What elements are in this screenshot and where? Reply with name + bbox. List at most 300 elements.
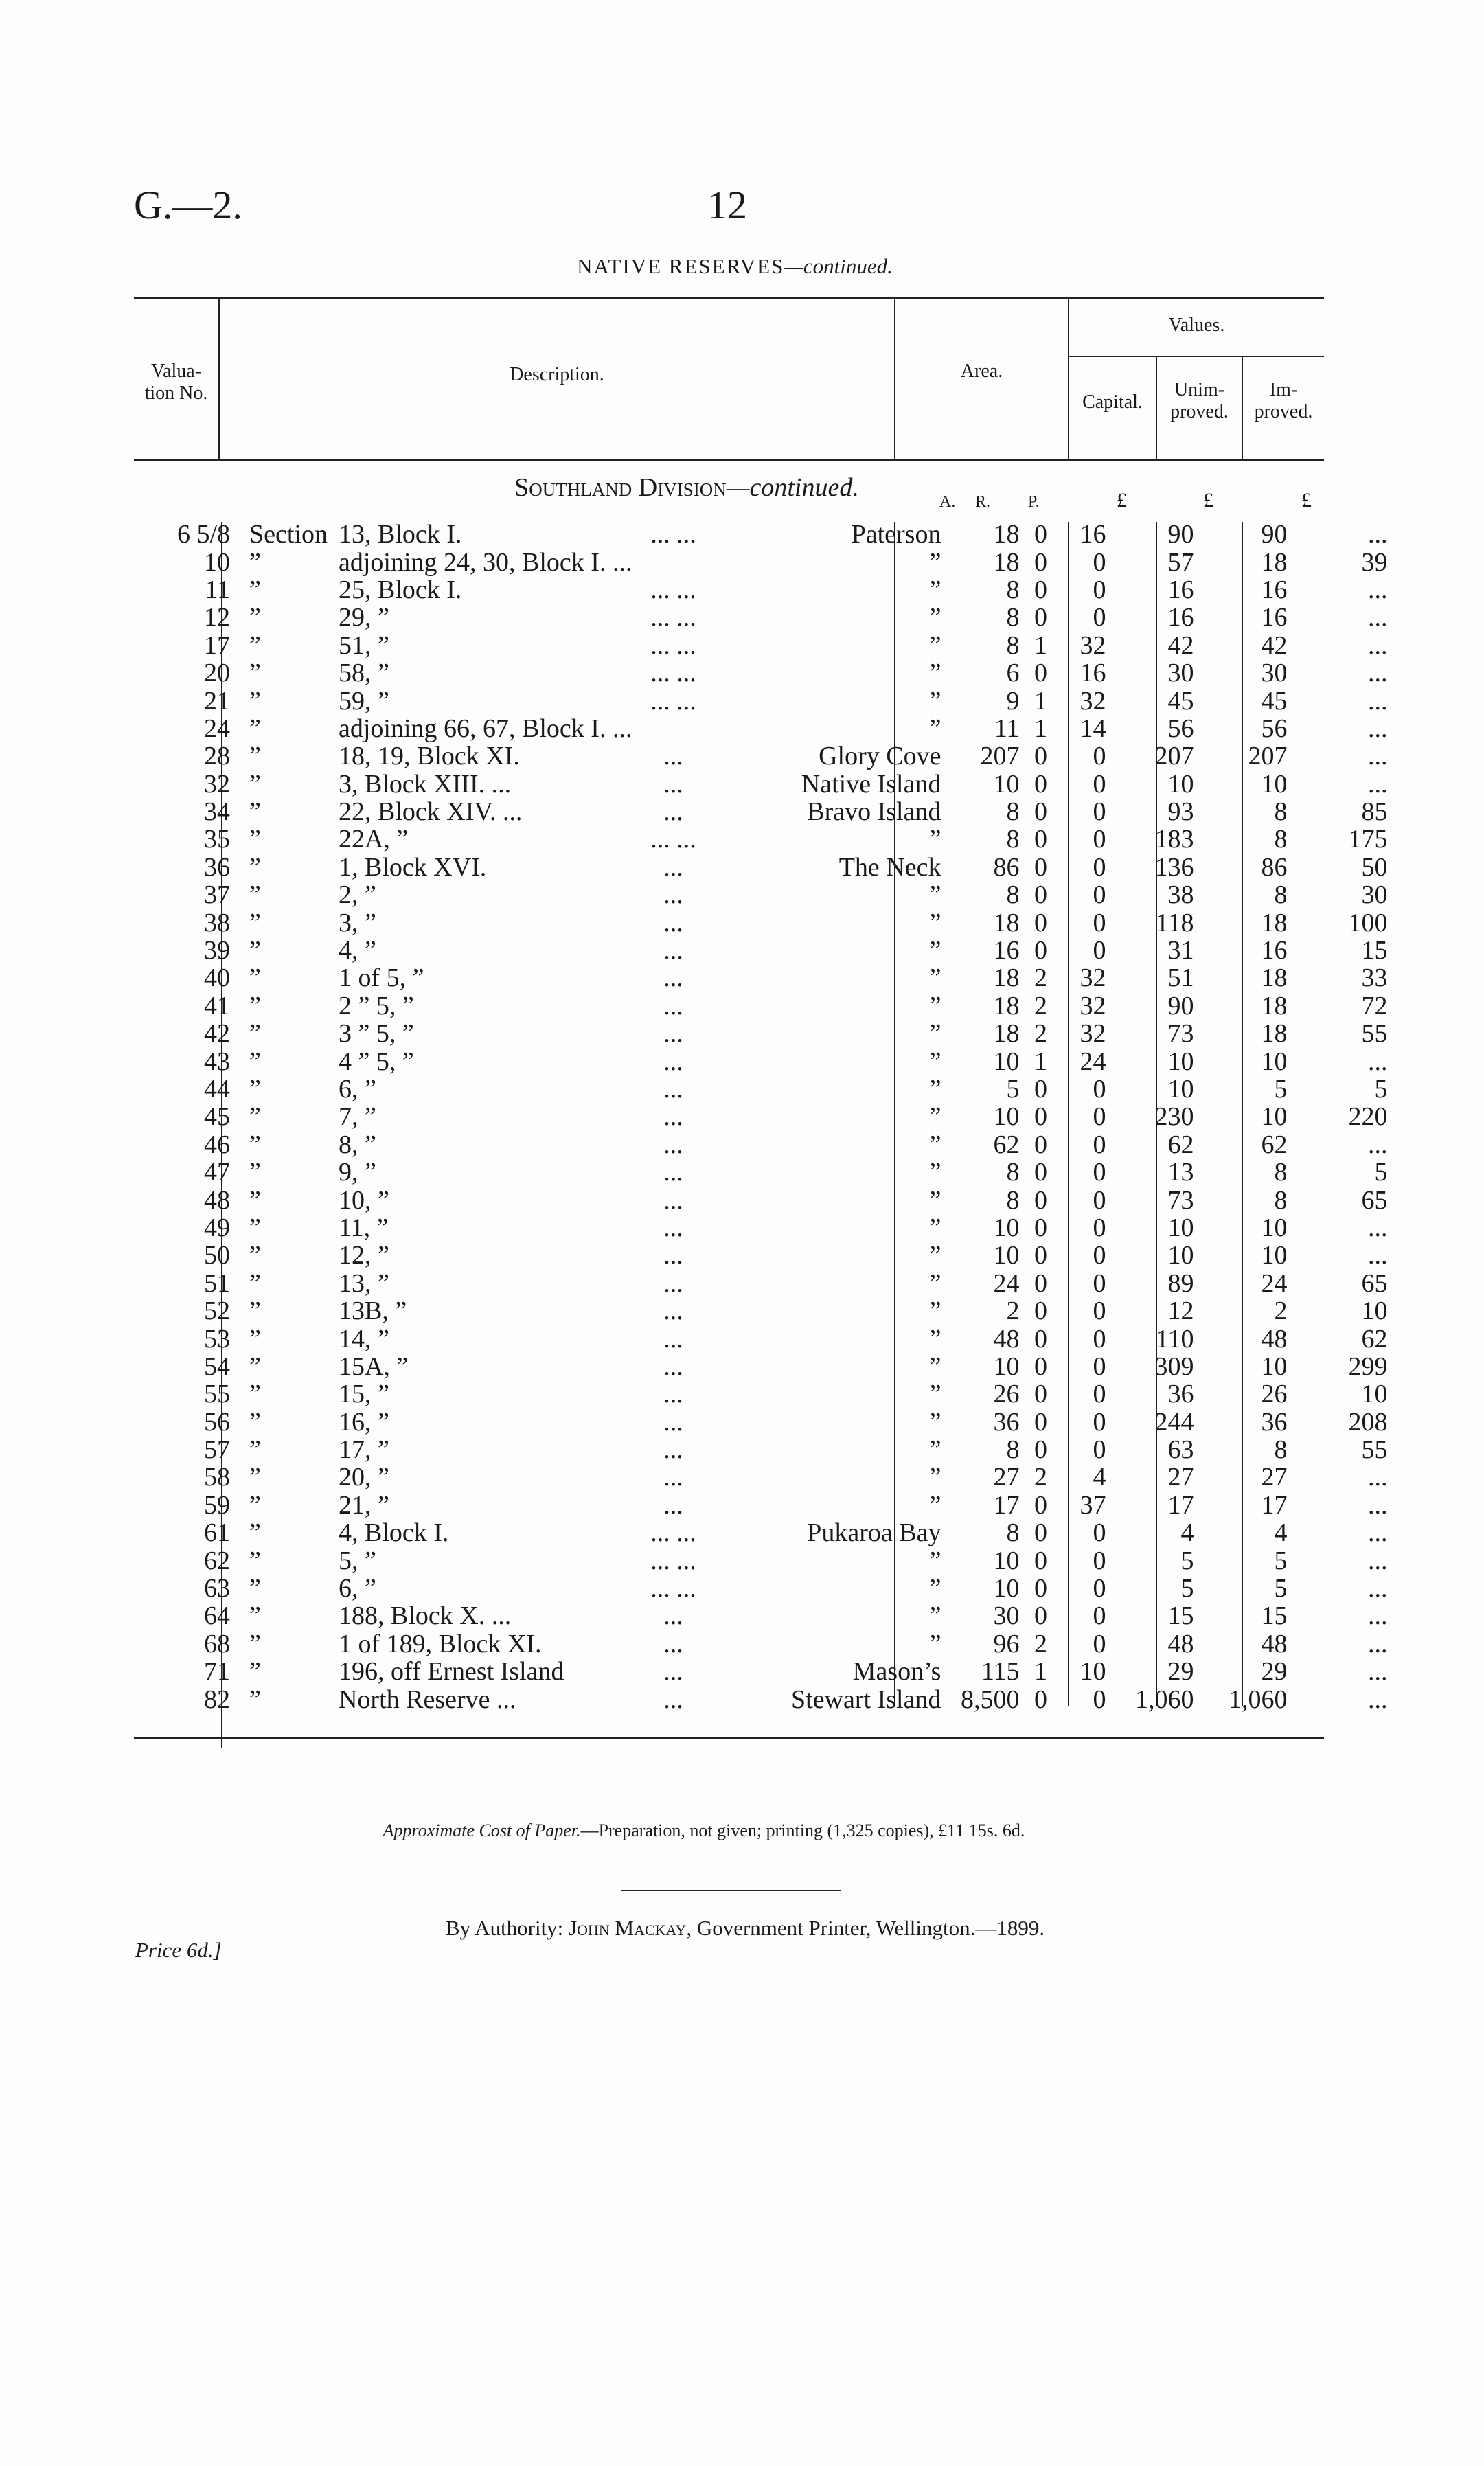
area-roods: 0 [1034, 1158, 1047, 1187]
area-roods: 2 [1034, 963, 1047, 993]
area-acres: 16 [993, 936, 1020, 966]
unimproved-value: 27 [1261, 1463, 1288, 1492]
section-label: ” [249, 1185, 261, 1215]
col-header-description: Description. [510, 364, 604, 385]
valuation-no: 57 [204, 1435, 230, 1465]
locality: ” [929, 1158, 941, 1187]
unit-roods: R. [975, 493, 991, 511]
cost-label: Approximate Cost of Paper. [383, 1820, 581, 1840]
table-row [134, 1020, 1387, 1047]
description: 6, ” [338, 1574, 376, 1603]
table-row [134, 1242, 1387, 1269]
leader-dots: ... [663, 769, 683, 799]
improved-value: ... [1367, 1047, 1388, 1076]
leader-dots: ... [663, 1685, 683, 1714]
leader-dots: ... ... [650, 520, 696, 549]
area-roods: 0 [1034, 547, 1047, 577]
leader-dots: ... ... [650, 1574, 696, 1603]
table-bottom-rule [134, 1737, 1324, 1739]
description: 13B, ” [338, 1297, 407, 1326]
area-acres: 10 [993, 1047, 1020, 1076]
leader-dots: ... [663, 1102, 683, 1132]
area-roods: 0 [1034, 1130, 1047, 1159]
improved-value: ... [1367, 575, 1388, 604]
capital-value: 15 [1167, 1601, 1194, 1631]
area-acres: 2 [1006, 1297, 1020, 1326]
unimproved-value: 10 [1261, 1241, 1288, 1270]
locality: ” [929, 630, 941, 660]
description: 1, Block XVI. [338, 852, 487, 882]
description: 13, ” [338, 1268, 389, 1298]
area-acres: 8 [1006, 1518, 1020, 1548]
valuation-no: 36 [204, 852, 230, 882]
area-perches: 0 [1093, 1546, 1106, 1575]
leader-dots: ... [663, 1435, 683, 1465]
table-row [134, 992, 1387, 1020]
area-perches: 0 [1093, 1685, 1106, 1714]
improved-value: 55 [1361, 1435, 1388, 1465]
improved-value: ... [1367, 1518, 1388, 1548]
capital-value: 63 [1167, 1435, 1194, 1465]
section-label: ” [249, 1268, 261, 1298]
leader-dots: ... [663, 1158, 683, 1187]
locality: Glory Cove [819, 742, 941, 771]
area-roods: 0 [1034, 1490, 1047, 1520]
area-acres: 8 [1006, 575, 1020, 604]
capital-value: 13 [1167, 1158, 1194, 1187]
improved-value: 10 [1361, 1297, 1388, 1326]
improved-value: 10 [1361, 1380, 1388, 1409]
leader-dots: ... [663, 742, 683, 771]
table-row [134, 742, 1387, 770]
capital-value: 45 [1167, 686, 1194, 716]
description: North Reserve ... [338, 1685, 516, 1714]
table-row [134, 770, 1387, 798]
table-row [134, 1658, 1387, 1685]
valuation-no: 49 [204, 1213, 230, 1242]
valuation-no: 41 [204, 991, 230, 1020]
section-label: ” [249, 1130, 261, 1159]
unit-unimproved: £ [1203, 489, 1213, 512]
area-perches: 24 [1080, 1047, 1106, 1076]
unimproved-value: 18 [1261, 991, 1288, 1020]
table-row [134, 1685, 1387, 1713]
division-suffix: —continued. [726, 473, 859, 502]
locality: ” [929, 575, 941, 604]
area-acres: 8 [1006, 1435, 1020, 1465]
unimproved-value: 48 [1261, 1324, 1288, 1354]
capital-value: 136 [1154, 852, 1194, 882]
improved-value: 50 [1361, 852, 1388, 882]
valuation-no: 21 [204, 686, 230, 716]
valuation-no: 61 [204, 1518, 230, 1548]
improved-value: 299 [1348, 1351, 1388, 1381]
area-perches: 4 [1093, 1463, 1106, 1492]
capital-value: 244 [1154, 1407, 1194, 1437]
locality: ” [929, 1213, 941, 1242]
locality: ” [929, 603, 941, 632]
leader-dots [632, 548, 714, 575]
area-roods: 0 [1034, 936, 1047, 966]
valuation-no: 10 [204, 547, 230, 577]
area-acres: 8 [1006, 880, 1020, 910]
locality: ” [929, 1102, 941, 1132]
locality: ” [929, 1075, 941, 1104]
authority-suffix: , Government Printer, Wellington.—1899. [686, 1916, 1045, 1940]
table-row [134, 1380, 1387, 1408]
area-perches: 0 [1093, 742, 1106, 771]
improved-value: ... [1367, 1130, 1388, 1159]
unimproved-value: 15 [1261, 1601, 1288, 1631]
unimproved-value: 10 [1261, 769, 1288, 799]
section-label: ” [249, 1047, 261, 1076]
description: 6, ” [338, 1075, 376, 1104]
locality: ” [929, 1629, 941, 1658]
area-perches: 32 [1080, 991, 1106, 1020]
unimproved-value: 48 [1261, 1629, 1288, 1658]
area-acres: 96 [993, 1629, 1020, 1658]
valuation-no: 12 [204, 603, 230, 632]
area-perches: 0 [1093, 1629, 1106, 1658]
valuation-no: 11 [205, 575, 230, 604]
area-roods: 0 [1034, 1268, 1047, 1298]
area-roods: 0 [1034, 575, 1047, 604]
capital-value: 62 [1167, 1130, 1194, 1159]
area-acres: 8 [1006, 797, 1020, 827]
description: 4, Block I. [338, 1518, 449, 1548]
leader-dots: ... [663, 991, 683, 1020]
capital-value: 38 [1167, 880, 1194, 910]
authority-name: John Mackay [569, 1916, 687, 1940]
capital-value: 5 [1180, 1574, 1194, 1603]
area-roods: 2 [1034, 1019, 1047, 1049]
section-label: ” [249, 547, 261, 577]
improved-value: 5 [1374, 1075, 1388, 1104]
area-roods: 1 [1034, 713, 1047, 743]
area-roods: 0 [1034, 1324, 1047, 1354]
area-perches: 0 [1093, 825, 1106, 854]
improved-value: 39 [1361, 547, 1388, 577]
leader-dots: ... [663, 1241, 683, 1270]
table-row [134, 1047, 1387, 1075]
table-header-bottom-rule [134, 459, 1324, 461]
capital-value: 10 [1167, 1241, 1194, 1270]
values-subheader-rule [1068, 356, 1324, 357]
area-roods: 0 [1034, 769, 1047, 799]
table-row [134, 1214, 1387, 1242]
leader-dots: ... [663, 1407, 683, 1437]
area-roods: 1 [1034, 630, 1047, 660]
improved-value: 55 [1361, 1019, 1388, 1049]
area-acres: 10 [993, 1102, 1020, 1132]
description: 25, Block I. [338, 575, 462, 604]
description: 20, ” [338, 1463, 389, 1492]
locality: Native Island [801, 769, 941, 799]
description: 10, ” [338, 1185, 389, 1215]
locality: ” [929, 1574, 941, 1603]
section-label: ” [249, 852, 261, 882]
capital-value: 10 [1167, 1075, 1194, 1104]
unimproved-value: 18 [1261, 1019, 1288, 1049]
locality: ” [929, 963, 941, 993]
section-label: ” [249, 713, 261, 743]
locality: ” [929, 880, 941, 910]
area-perches: 0 [1093, 1574, 1106, 1603]
locality: Pukaroa Bay [807, 1518, 941, 1548]
description: 14, ” [338, 1324, 389, 1354]
improved-value: ... [1367, 1629, 1388, 1658]
valuation-no: 42 [204, 1019, 230, 1049]
section-label: Section [249, 520, 328, 549]
unit-improved: £ [1301, 489, 1312, 512]
area-acres: 24 [993, 1268, 1020, 1298]
unimproved-value: 8 [1274, 880, 1288, 910]
locality: ” [929, 686, 941, 716]
unimproved-value: 36 [1261, 1407, 1288, 1437]
locality: ” [929, 1490, 941, 1520]
section-label: ” [249, 630, 261, 660]
section-label: ” [249, 659, 261, 688]
section-label: ” [249, 1601, 261, 1631]
leader-dots: ... [663, 963, 683, 993]
area-perches: 16 [1080, 520, 1106, 549]
improved-value: ... [1367, 630, 1388, 660]
table-row [134, 1463, 1387, 1491]
unimproved-value: 18 [1261, 908, 1288, 937]
valuation-no: 52 [204, 1297, 230, 1326]
description: 13, Block I. [338, 520, 462, 549]
improved-value: 175 [1348, 825, 1388, 854]
leader-dots: ... [663, 1130, 683, 1159]
valuation-no: 48 [204, 1185, 230, 1215]
unimproved-value: 207 [1248, 742, 1288, 771]
unimproved-value: 18 [1261, 963, 1288, 993]
area-acres: 9 [1006, 686, 1020, 716]
section-label: ” [249, 1518, 261, 1548]
section-label: ” [249, 1490, 261, 1520]
improved-value: 62 [1361, 1324, 1388, 1354]
section-label: ” [249, 1075, 261, 1104]
valuation-no: 59 [204, 1490, 230, 1520]
area-perches: 32 [1080, 1019, 1106, 1049]
valuation-no: 40 [204, 963, 230, 993]
improved-value: ... [1367, 1601, 1388, 1631]
locality: ” [929, 991, 941, 1020]
unimproved-value: 26 [1261, 1380, 1288, 1409]
locality: The Neck [838, 852, 941, 882]
capital-value: 27 [1167, 1463, 1194, 1492]
capital-value: 90 [1167, 991, 1194, 1020]
capital-value: 56 [1167, 713, 1194, 743]
valuation-no: 63 [204, 1574, 230, 1603]
valuation-no: 50 [204, 1241, 230, 1270]
capital-value: 48 [1167, 1629, 1194, 1658]
capital-value: 10 [1167, 1213, 1194, 1242]
leader-dots: ... [663, 1657, 683, 1687]
area-roods: 0 [1034, 908, 1047, 937]
area-perches: 0 [1093, 1185, 1106, 1215]
leader-dots: ... [663, 1324, 683, 1354]
area-roods: 0 [1034, 1601, 1047, 1631]
section-label: ” [249, 1213, 261, 1242]
leader-dots: ... [663, 1629, 683, 1658]
area-acres: 10 [993, 1546, 1020, 1575]
leader-dots: ... [663, 1213, 683, 1242]
table-row [134, 937, 1387, 964]
unimproved-value: 10 [1261, 1213, 1288, 1242]
section-label: ” [249, 1407, 261, 1437]
locality: Mason’s [852, 1657, 941, 1687]
section-label: ” [249, 1629, 261, 1658]
leader-dots: ... ... [650, 825, 696, 854]
unimproved-value: 42 [1261, 630, 1288, 660]
unimproved-value: 56 [1261, 713, 1288, 743]
description: 7, ” [338, 1102, 376, 1132]
area-roods: 0 [1034, 1574, 1047, 1603]
table-row [134, 1408, 1387, 1436]
leader-dots: ... ... [650, 575, 696, 604]
area-roods: 0 [1034, 659, 1047, 688]
improved-value: ... [1367, 1241, 1388, 1270]
area-acres: 18 [993, 991, 1020, 1020]
section-label: ” [249, 1324, 261, 1354]
valuation-no: 54 [204, 1351, 230, 1381]
valuation-no: 55 [204, 1380, 230, 1409]
unimproved-value: 10 [1261, 1102, 1288, 1132]
description: 12, ” [338, 1241, 389, 1270]
col-header-unimproved-line1: Unim- [1174, 379, 1225, 400]
area-acres: 48 [993, 1324, 1020, 1354]
table-row [134, 687, 1387, 714]
improved-value: 33 [1361, 963, 1388, 993]
table-row [134, 798, 1387, 825]
leader-dots: ... [663, 908, 683, 937]
capital-value: 36 [1167, 1380, 1194, 1409]
improved-value: ... [1367, 520, 1388, 549]
locality: ” [929, 1185, 941, 1215]
section-label: ” [249, 1297, 261, 1326]
valuation-no: 47 [204, 1158, 230, 1187]
area-perches: 0 [1093, 1075, 1106, 1104]
table-row [134, 909, 1387, 936]
capital-value: 16 [1167, 575, 1194, 604]
area-roods: 0 [1034, 742, 1047, 771]
col-header-unimproved [1157, 379, 1242, 423]
locality: ” [929, 936, 941, 966]
improved-value: 85 [1361, 797, 1388, 827]
section-label: ” [249, 742, 261, 771]
capital-value: 29 [1167, 1657, 1194, 1687]
capital-value: 10 [1167, 1047, 1194, 1076]
unimproved-value: 8 [1274, 1158, 1288, 1187]
area-perches: 0 [1093, 936, 1106, 966]
area-perches: 0 [1093, 1518, 1106, 1548]
improved-value: 208 [1348, 1407, 1388, 1437]
section-label: ” [249, 575, 261, 604]
section-label: ” [249, 603, 261, 632]
table-row [134, 1630, 1387, 1658]
capital-value: 1,060 [1134, 1685, 1194, 1714]
section-label: ” [249, 1657, 261, 1687]
improved-value: ... [1367, 1490, 1388, 1520]
area-perches: 37 [1080, 1490, 1106, 1520]
area-roods: 0 [1034, 1185, 1047, 1215]
col-header-unimproved-line2: proved. [1170, 401, 1229, 423]
description: 9, ” [338, 1158, 376, 1187]
valuation-no: 37 [204, 880, 230, 910]
description: 8, ” [338, 1130, 376, 1159]
area-roods: 0 [1034, 1351, 1047, 1381]
improved-value: 5 [1374, 1158, 1388, 1187]
area-perches: 32 [1080, 963, 1106, 993]
description: 4, ” [338, 936, 376, 966]
area-acres: 62 [993, 1130, 1020, 1159]
locality: ” [929, 825, 941, 854]
section-label: ” [249, 825, 261, 854]
table-row [134, 1546, 1387, 1574]
locality: ” [929, 1351, 941, 1381]
leader-dots: ... [663, 1047, 683, 1076]
area-acres: 6 [1006, 659, 1020, 688]
area-acres: 36 [993, 1407, 1020, 1437]
area-acres: 8 [1006, 825, 1020, 854]
description: 59, ” [338, 686, 389, 716]
unimproved-value: 18 [1261, 547, 1288, 577]
improved-value: 72 [1361, 991, 1388, 1020]
valuation-no: 45 [204, 1102, 230, 1132]
improved-value: ... [1367, 713, 1388, 743]
authority-prefix: By Authority: [445, 1916, 569, 1940]
leader-dots: ... [663, 1463, 683, 1492]
unimproved-value: 16 [1261, 936, 1288, 966]
area-perches: 0 [1093, 1435, 1106, 1465]
unimproved-value: 8 [1274, 797, 1288, 827]
area-roods: 2 [1034, 991, 1047, 1020]
unimproved-value: 1,060 [1228, 1685, 1288, 1714]
table-row [134, 1492, 1387, 1519]
locality: ” [929, 1546, 941, 1575]
table-row [134, 659, 1387, 687]
improved-value: 220 [1348, 1102, 1388, 1132]
valuation-no: 44 [204, 1075, 230, 1104]
unimproved-value: 86 [1261, 852, 1288, 882]
leader-dots: ... ... [650, 630, 696, 660]
page-title [577, 254, 893, 279]
leader-dots: ... [663, 1297, 683, 1326]
leader-dots: ... ... [650, 1518, 696, 1548]
unimproved-value: 24 [1261, 1268, 1288, 1298]
table-row [134, 1436, 1387, 1463]
description: 51, ” [338, 630, 389, 660]
table-top-rule [134, 297, 1324, 299]
locality: ” [929, 1407, 941, 1437]
section-label: ” [249, 880, 261, 910]
description: adjoining 66, 67, Block I. ... [338, 713, 632, 743]
table-row [134, 521, 1387, 548]
valuation-no: 38 [204, 908, 230, 937]
table-row [134, 1131, 1387, 1158]
description: 2 ” 5, ” [338, 991, 414, 1020]
leader-dots: ... ... [650, 1546, 696, 1575]
area-acres: 8 [1006, 603, 1020, 632]
improved-value: 15 [1361, 936, 1388, 966]
table-row [134, 1103, 1387, 1130]
unimproved-value: 5 [1274, 1574, 1288, 1603]
area-roods: 0 [1034, 520, 1047, 549]
reserves-table [134, 521, 1387, 1713]
area-acres: 115 [981, 1657, 1020, 1687]
valuation-no: 51 [204, 1268, 230, 1298]
